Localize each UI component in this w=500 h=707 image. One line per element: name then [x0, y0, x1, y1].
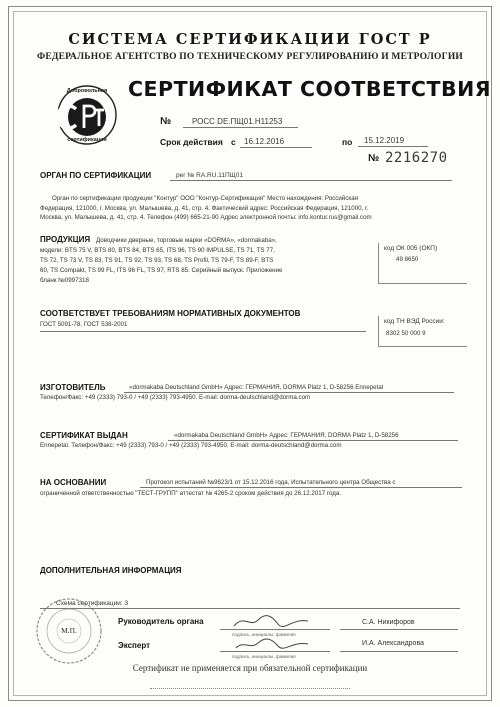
from-underline: [240, 147, 312, 148]
expert-name-line: [340, 651, 458, 652]
logo-bottom-text: сертификация: [67, 137, 107, 143]
product-line5: бланк №0997318: [40, 277, 89, 284]
head-name: С.А. Никифоров: [362, 619, 415, 626]
issued-to-label: СЕРТИФИКАТ ВЫДАН: [40, 431, 128, 440]
conformity-label: СООТВЕТСТВУЕТ ТРЕБОВАНИЯМ НОРМАТИВНЫХ ДОКУМЕНТОВ: [40, 309, 301, 318]
product-code-value: 49 8650: [396, 256, 419, 263]
tnved-code-label: код ТН ВЭД России:: [384, 318, 445, 325]
stamp-mp: М.П.: [61, 626, 77, 635]
expert-name: И.А. Александрова: [362, 640, 424, 647]
certificate-number: РОСС DE.ПЩ01.Н11253: [192, 117, 283, 126]
valid-from: 16.12.2016: [244, 137, 285, 146]
basis-line1: Протокол испытаний №9623/1 от 15.12.2016 года, Испытательного центра Общества с: [146, 479, 396, 486]
cert-body-line3: Москва, ул. Малышева, д. 41, стр. 4. Телефон (499) 665-21-90 Адрес электронной почты: info.kontur.rus@gmail.com: [40, 214, 372, 221]
system-title: СИСТЕМА СЕРТИФИКАЦИИ ГОСТ Р: [68, 31, 432, 48]
manufacturer-underline: [124, 392, 454, 393]
scheme-text: Схема сертификации: 3: [56, 600, 129, 607]
basis-line2: ограниченной ответственностью "ТЕСТ-ГРУПП" аттестат № 4265-2 сроком действия до 26.12.2017 года.: [40, 490, 342, 497]
issued-to-underline: [168, 440, 458, 441]
from-label: с: [231, 137, 236, 147]
valid-to: 15.12.2019: [364, 136, 405, 145]
additional-info-label: ДОПОЛНИТЕЛЬНАЯ ИНФОРМАЦИЯ: [40, 566, 182, 575]
conformity-underline: [40, 331, 366, 332]
basis-label: НА ОСНОВАНИИ: [40, 478, 107, 487]
manufacturer-label: ИЗГОТОВИТЕЛЬ: [40, 383, 106, 392]
footer-dotted-line: [150, 688, 350, 689]
cert-body-label: ОРГАН ПО СЕРТИФИКАЦИИ: [40, 171, 152, 180]
agency-title: ФЕДЕРАЛЬНОЕ АГЕНТСТВО ПО ТЕХНИЧЕСКОМУ РЕГУЛИРОВАНИЮ И МЕТРОЛОГИИ: [36, 52, 464, 62]
issued-to-line1: «dormakaba Deutschland GmbH» Адрес: ГЕРМАНИЯ, DORMA Platz 1, D-58256: [174, 432, 399, 439]
expert-label: Эксперт: [118, 641, 151, 650]
head-signature-icon: [232, 612, 312, 630]
product-line2: модели: BTS 75 V, BTS 80, BTS 84, BTS 65, ITS 96, TS 90 IMPULSE, TS 71, TS 77,: [40, 247, 275, 254]
number-label: №: [160, 116, 172, 127]
validity-label: Срок действия: [160, 137, 223, 147]
footer-note: Сертификат не применяется при обязательной сертификации: [132, 663, 368, 673]
manufacturer-line1: «dormakaba Deutschland GmbH» Адрес: ГЕРМАНИЯ, DORMA Platz 1, D-58256 Ennepetal: [129, 384, 384, 391]
head-role-note: подпись, инициалы, фамилия: [232, 632, 296, 637]
head-name-line: [340, 629, 458, 630]
official-stamp: [34, 596, 104, 666]
serial-label: №: [368, 153, 380, 164]
cert-body-line2: Федерация, 121000, г. Москва, ул. Малышева, д. 41, стр. 4. Фактический адрес: Российская Федерация, 121000, г.: [40, 205, 369, 212]
number-underline: [183, 127, 298, 128]
cert-body-line1: Орган по сертификации продукции "Контур" ООО "Контур-Сертификация" Место нахождения: Российская: [52, 195, 358, 202]
expert-role-note: подпись, инициалы, фамилия: [232, 654, 296, 659]
product-line1: Доводчики дверные, торговые марки «DORMA», «dormakaba»,: [96, 237, 277, 244]
logo-top-text: Добровольная: [66, 88, 108, 94]
product-label: ПРОДУКЦИЯ: [40, 235, 91, 244]
cert-body-underline: [170, 180, 452, 181]
head-label: Руководитель органа: [118, 617, 204, 626]
issued-to-line2: Ennepetal. Телефон/Факс: +49 (2333) 793-0 / +49 (2333) 793-4950. E-mail: dorma-deutschland@dorma.com: [40, 442, 342, 449]
product-line3: TS 72, TS 73 V, TS 83, TS 91, TS 92, TS 93, TS 68, TS Profil, TS 79-F, TS 89-F, BTS: [40, 257, 274, 264]
conformity-docs: ГОСТ 5091-78, ГОСТ 538-2001: [40, 321, 128, 328]
to-underline: [358, 146, 428, 147]
cert-body-reg: рег № RA.RU.11ПЩ01: [176, 172, 243, 179]
to-label: по: [342, 137, 353, 147]
manufacturer-line2: Телефон/Факс: +49 (2333) 793-0 / +49 (2333) 793-4950. E-mail: dorma-deutschland@dorma.com: [40, 394, 311, 401]
basis-underline: [140, 487, 462, 488]
tnved-code-value: 8302 50 000 9: [386, 330, 426, 337]
certificate-title: СЕРТИФИКАТ СООТВЕТСТВИЯ: [128, 77, 492, 101]
expert-signature-icon: [234, 636, 312, 652]
product-code-label: код ОК 005 (ОКП): [384, 245, 438, 252]
serial-number: 2216270: [385, 150, 448, 166]
certification-logo: [56, 84, 118, 146]
product-line4: 60, TS Compakt, TS 99 FL, ITS 96 FL, TS 97, RTS 85. Серийный выпуск. Приложение: [40, 267, 283, 274]
